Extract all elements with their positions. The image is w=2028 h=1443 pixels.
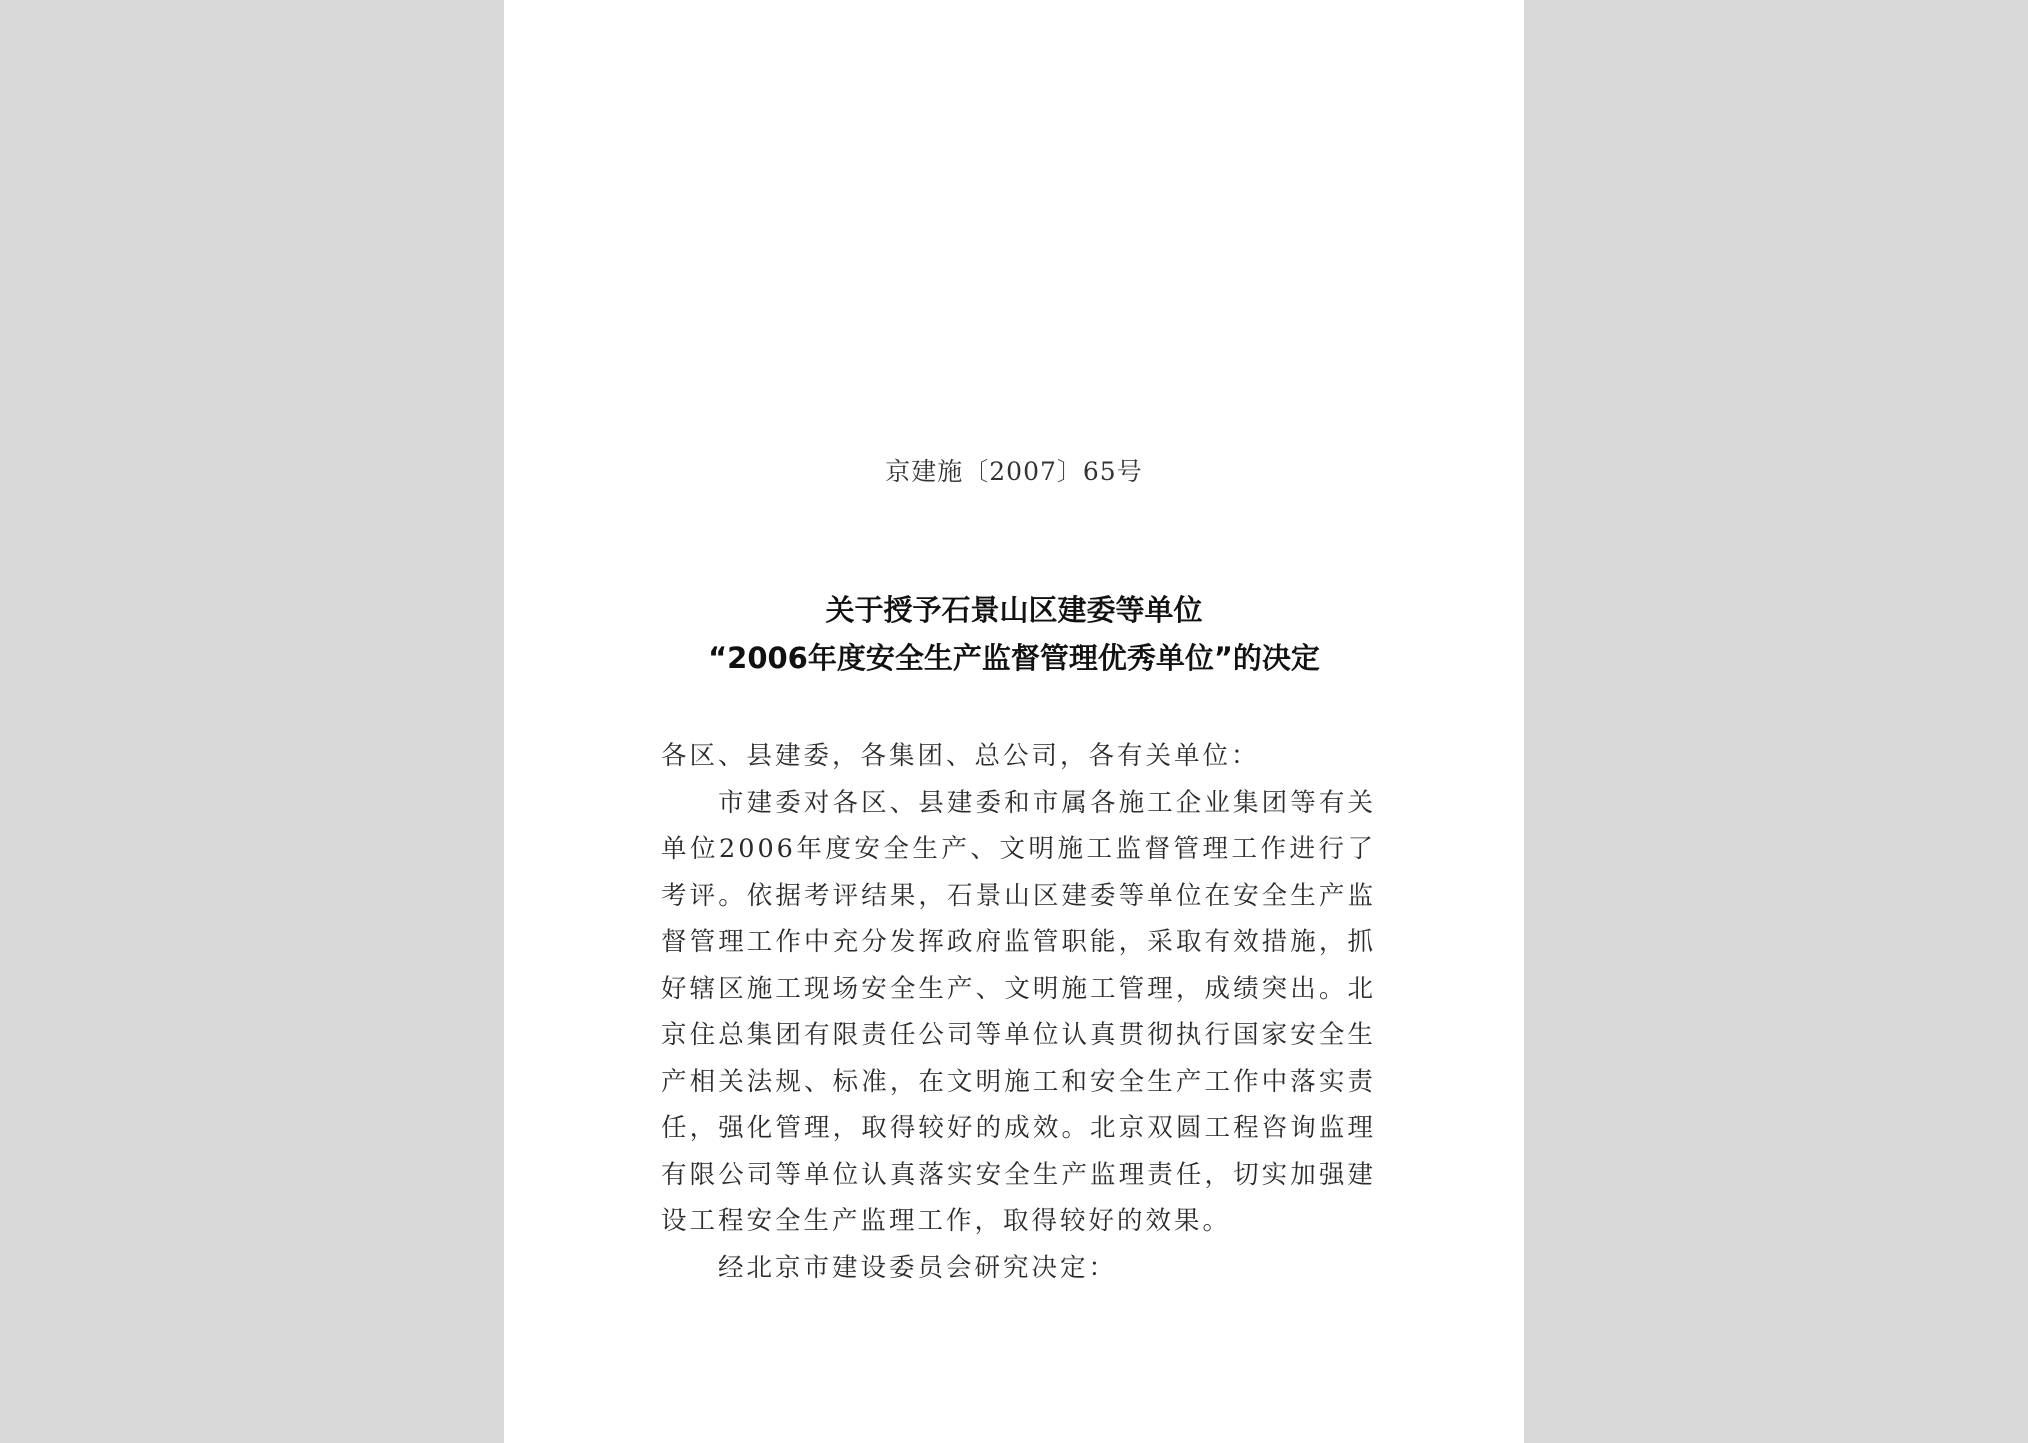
body-paragraph: 经北京市建设委员会研究决定：: [718, 1252, 1118, 1283]
document-page: [504, 0, 1524, 1443]
document-body: [661, 733, 1376, 1291]
body-paragraph: 市建委对各区、县建委和市属各施工企业集团等有关单位2006年度安全生产、文明施工监督管理工作进行了考评。依据考评结果，石景山区建委等单位在安全生产监督管理工作中充分发挥政府监管职能，采取有效措施，抓好辖区施工现场安全生产、文明施工管理，成绩突出。北京住总集团有限责任公司等单位认真贯彻执行国家安全生产相关法规、标准，在文明施工和安全生产工作中落实责任，强化管理，取得较好的成效。北京双圆工程咨询监理有限公司等单位认真落实安全生产监理责任，切实加强建设工程安全生产监理工作，取得较好的效果。: [661, 787, 1376, 1236]
document-title-line-2: “2006年度安全生产监督管理优秀单位”的决定: [708, 641, 1320, 675]
salutation: 各区、县建委，各集团、总公司，各有关单位：: [661, 741, 1260, 771]
document-title-line-1: 关于授予石景山区建委等单位: [825, 593, 1203, 627]
document-number: 京建施〔2007〕65号: [885, 457, 1143, 486]
